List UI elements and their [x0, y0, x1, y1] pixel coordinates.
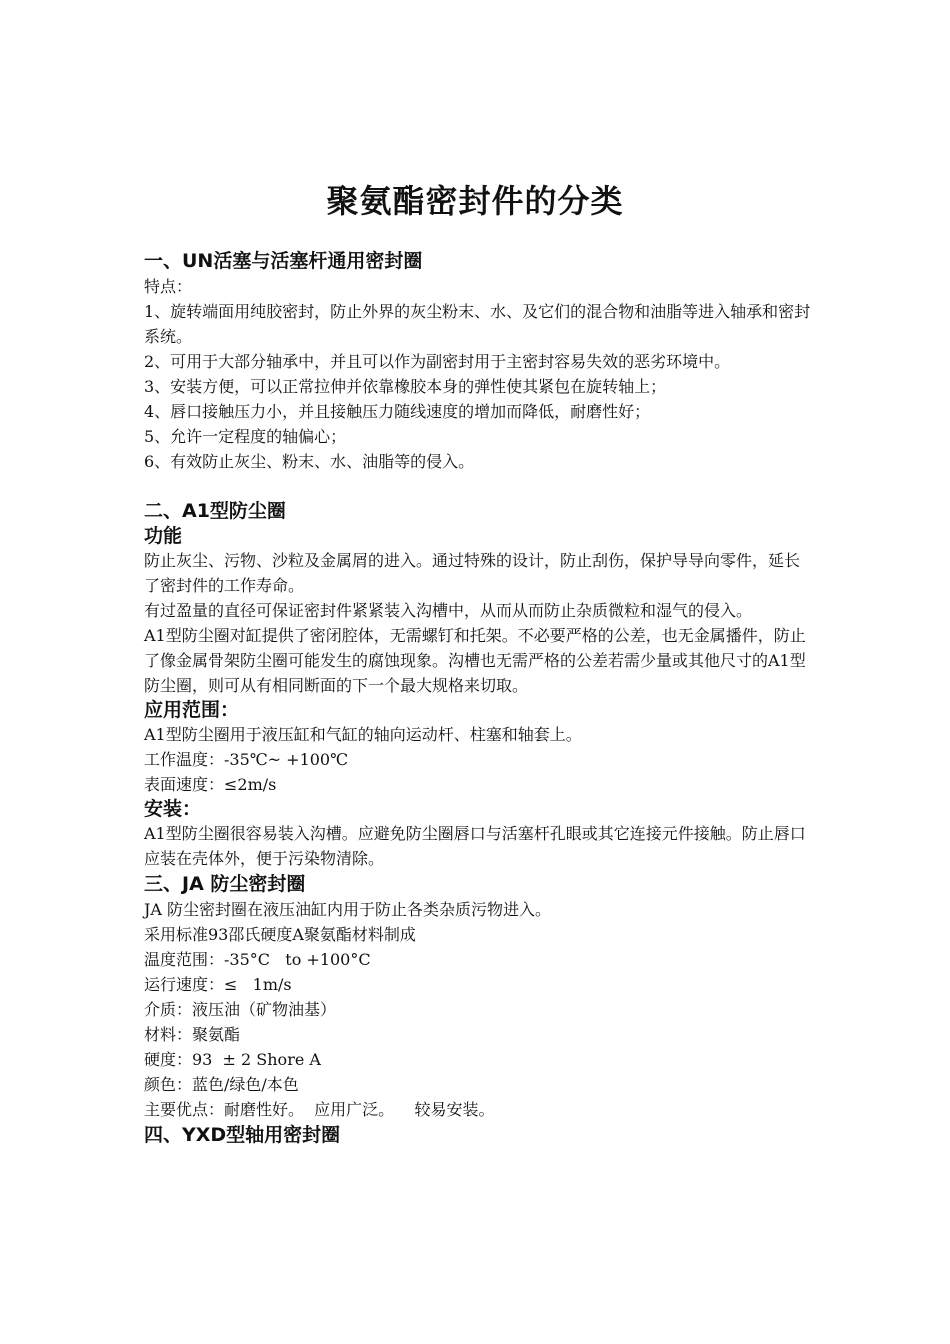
application-line: 工作温度：-35℃~ +100℃ [144, 750, 349, 769]
function-paragraph: A1型防尘圈对缸提供了密闭腔体，无需螺钉和托架。不必要严格的公差，也无金属播件，防止了像金属骨架防尘圈可能发生的腐蚀现象。沟槽也无需严格的公差若需少量或其他尺寸的A1型防尘圈，则可从有相同断面的下一个最大规格来切取。 [144, 626, 806, 695]
section-4-heading: 四、YXD型轴用密封圈 [144, 1124, 341, 1146]
section-3-line: 硬度：93 ± 2 Shore A [144, 1050, 321, 1069]
section-1-line: 4、唇口接触压力小，并且接触压力随线速度的增加而降低，耐磨性好； [144, 402, 651, 421]
section-1-line: 5、允许一定程度的轴偏心； [144, 427, 347, 446]
section-1-label: 特点： [144, 277, 193, 296]
application-line: 表面速度：≤2m/s [144, 775, 277, 794]
section-3-line: 主要优点：耐磨性好。 应用广泛。 较易安装。 [144, 1100, 495, 1119]
section-1-heading: 一、UN活塞与活塞杆通用密封圈 [144, 250, 423, 272]
section-3-line: 颜色：蓝色/绿色/本色 [144, 1075, 299, 1094]
section-3-heading: 三、JA 防尘密封圈 [144, 873, 306, 895]
application-heading: 应用范围： [144, 699, 240, 721]
section-3-line: JA 防尘密封圈在液压油缸内用于防止各类杂质污物进入。 [144, 900, 552, 919]
section-3-line: 采用标准93邵氏硬度A聚氨酯材料制成 [144, 925, 416, 944]
document-body [144, 248, 812, 1148]
function-paragraph: 防止灰尘、污物、沙粒及金属屑的进入。通过特殊的设计，防止刮伤，保护导导向零件，延长了密封件的工作寿命。 [144, 551, 801, 595]
section-3-line: 运行速度：≤ 1m/s [144, 975, 292, 994]
application-line: A1型防尘圈用于液压缸和气缸的轴向运动杆、柱塞和轴套上。 [144, 725, 582, 744]
section-3-line: 介质：液压油（矿物油基） [144, 1000, 337, 1019]
section-gap [144, 474, 812, 498]
section-1-line: 2、可用于大部分轴承中，并且可以作为副密封用于主密封容易失效的恶劣环境中。 [144, 352, 731, 371]
section-3-line: 温度范围：-35°C to +100°C [144, 950, 371, 969]
section-2-heading: 二、A1型防尘圈 [144, 500, 286, 522]
document-title: 聚氨酯密封件的分类 [326, 182, 624, 220]
installation-paragraph: A1型防尘圈很容易装入沟槽。应避免防尘圈唇口与活塞杆孔眼或其它连接元件接触。防止唇口应装在壳体外，便于污染物清除。 [144, 824, 806, 868]
function-paragraph: 有过盈量的直径可保证密封件紧紧装入沟槽中，从而从而防止杂质微粒和湿气的侵入。 [144, 601, 753, 620]
section-1-line: 6、有效防止灰尘、粉末、水、油脂等的侵入。 [144, 452, 475, 471]
installation-heading: 安装： [144, 798, 202, 820]
function-heading: 功能 [144, 525, 183, 547]
section-1-line: 1、旋转端面用纯胶密封，防止外界的灰尘粉末、水、及它们的混合物和油脂等进入轴承和密封系统。 [144, 302, 811, 346]
section-1-line: 3、安装方便，可以正常拉伸并依靠橡胶本身的弹性使其紧包在旋转轴上； [144, 377, 667, 396]
section-3-line: 材料：聚氨酯 [144, 1025, 241, 1044]
